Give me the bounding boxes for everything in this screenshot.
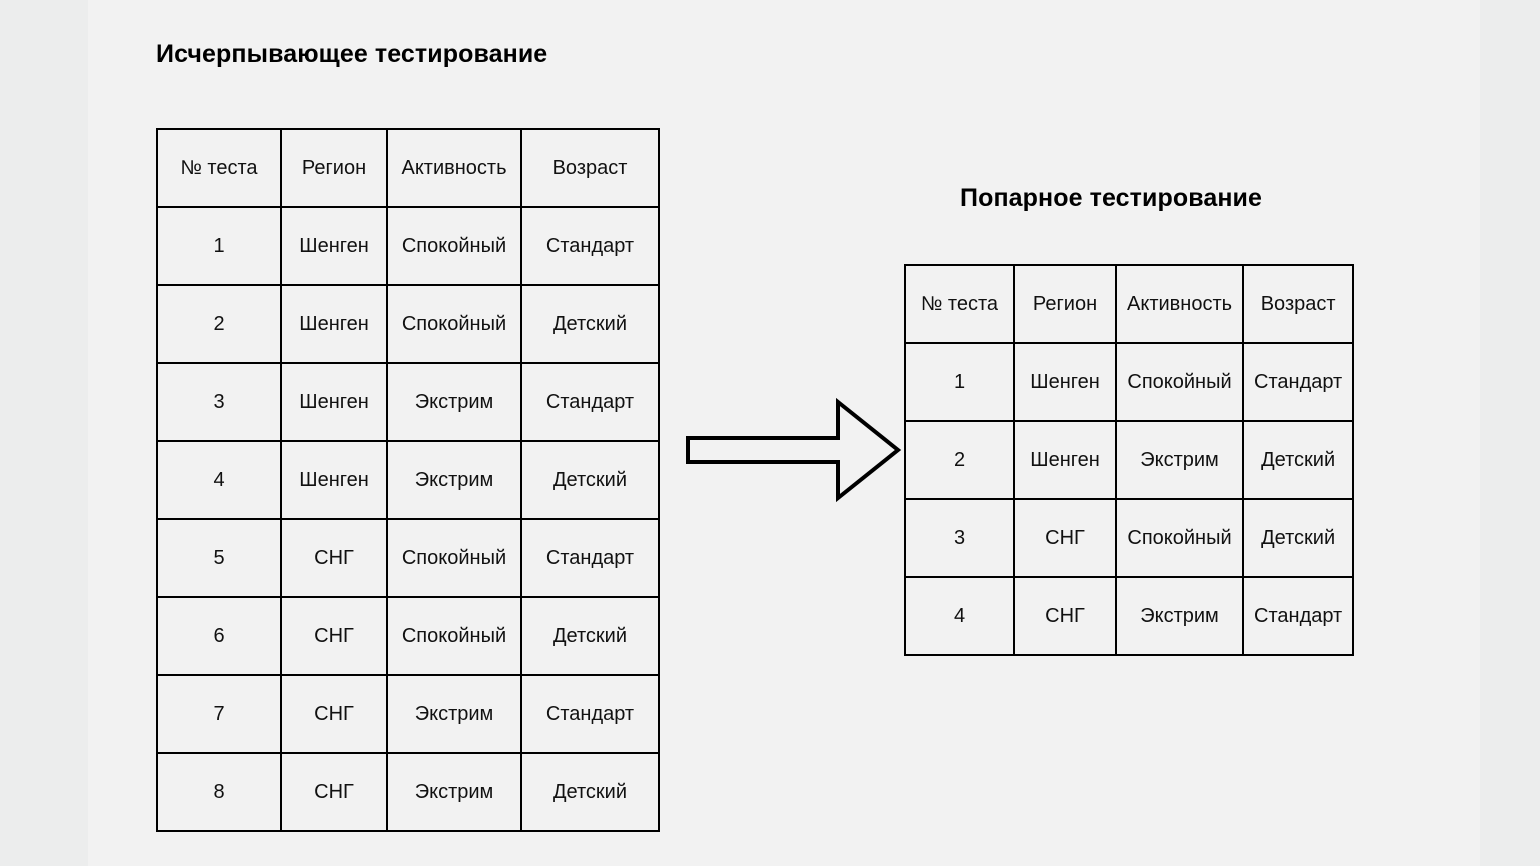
pairwise-cell: Спокойный [1116,499,1243,577]
pairwise-cell: Стандарт [1243,577,1353,655]
pairwise-cell: 1 [905,343,1014,421]
pairwise-column-header: Активность [1116,265,1243,343]
exhaustive-cell: Шенген [281,207,387,285]
exhaustive-cell: Шенген [281,363,387,441]
pairwise-cell: СНГ [1014,577,1116,655]
pairwise-cell: 4 [905,577,1014,655]
pairwise-table-row [905,421,1353,499]
right-arrow-icon [686,392,902,513]
background-stripe-right [1480,0,1540,866]
exhaustive-table-row [157,363,659,441]
exhaustive-table-row [157,519,659,597]
exhaustive-table-row [157,675,659,753]
exhaustive-cell: 5 [157,519,281,597]
exhaustive-cell: Экстрим [387,363,521,441]
exhaustive-cell: Шенген [281,285,387,363]
exhaustive-column-header: № теста [157,129,281,207]
pairwise-cell: Детский [1243,499,1353,577]
exhaustive-table-row [157,285,659,363]
exhaustive-table-row [157,597,659,675]
exhaustive-cell: Шенген [281,441,387,519]
pairwise-cell: Экстрим [1116,421,1243,499]
exhaustive-table-row [157,441,659,519]
pairwise-table-row [905,499,1353,577]
pairwise-title: Попарное тестирование [960,184,1263,212]
pairwise-panel [960,184,1262,213]
exhaustive-cell: Детский [521,285,659,363]
exhaustive-cell: 4 [157,441,281,519]
exhaustive-panel [156,40,547,69]
exhaustive-cell: СНГ [281,519,387,597]
exhaustive-cell: Детский [521,753,659,831]
exhaustive-cell: Спокойный [387,207,521,285]
exhaustive-cell: Экстрим [387,675,521,753]
exhaustive-table-wrapper [156,128,660,832]
pairwise-cell: 2 [905,421,1014,499]
exhaustive-cell: 1 [157,207,281,285]
pairwise-cell: Детский [1243,421,1353,499]
exhaustive-cell: 6 [157,597,281,675]
exhaustive-cell: 3 [157,363,281,441]
pairwise-cell: 3 [905,499,1014,577]
exhaustive-cell: Стандарт [521,675,659,753]
exhaustive-cell: Стандарт [521,363,659,441]
exhaustive-cell: 8 [157,753,281,831]
pairwise-column-header: Возраст [1243,265,1353,343]
pairwise-column-header: Регион [1014,265,1116,343]
pairwise-header-row [905,265,1353,343]
exhaustive-column-header: Возраст [521,129,659,207]
exhaustive-cell: Детский [521,441,659,519]
exhaustive-cell: Спокойный [387,519,521,597]
background-stripe-left [0,0,88,866]
pairwise-cell: Шенген [1014,343,1116,421]
exhaustive-table-row [157,753,659,831]
exhaustive-cell: Стандарт [521,519,659,597]
exhaustive-cell: Стандарт [521,207,659,285]
exhaustive-table [156,128,660,832]
pairwise-cell: Шенген [1014,421,1116,499]
exhaustive-header-row [157,129,659,207]
exhaustive-title: Исчерпывающее тестирование [156,40,548,68]
exhaustive-table-row [157,207,659,285]
pairwise-table-row [905,343,1353,421]
exhaustive-cell: Детский [521,597,659,675]
exhaustive-cell: Спокойный [387,597,521,675]
exhaustive-cell: СНГ [281,753,387,831]
pairwise-cell: СНГ [1014,499,1116,577]
pairwise-cell: Спокойный [1116,343,1243,421]
exhaustive-column-header: Регион [281,129,387,207]
exhaustive-cell: 2 [157,285,281,363]
exhaustive-cell: СНГ [281,675,387,753]
exhaustive-cell: СНГ [281,597,387,675]
exhaustive-cell: Экстрим [387,441,521,519]
pairwise-table [904,264,1354,656]
pairwise-cell: Стандарт [1243,343,1353,421]
pairwise-table-row [905,577,1353,655]
pairwise-cell: Экстрим [1116,577,1243,655]
exhaustive-column-header: Активность [387,129,521,207]
exhaustive-cell: Спокойный [387,285,521,363]
pairwise-table-wrapper [904,264,1354,656]
exhaustive-cell: Экстрим [387,753,521,831]
exhaustive-cell: 7 [157,675,281,753]
pairwise-column-header: № теста [905,265,1014,343]
